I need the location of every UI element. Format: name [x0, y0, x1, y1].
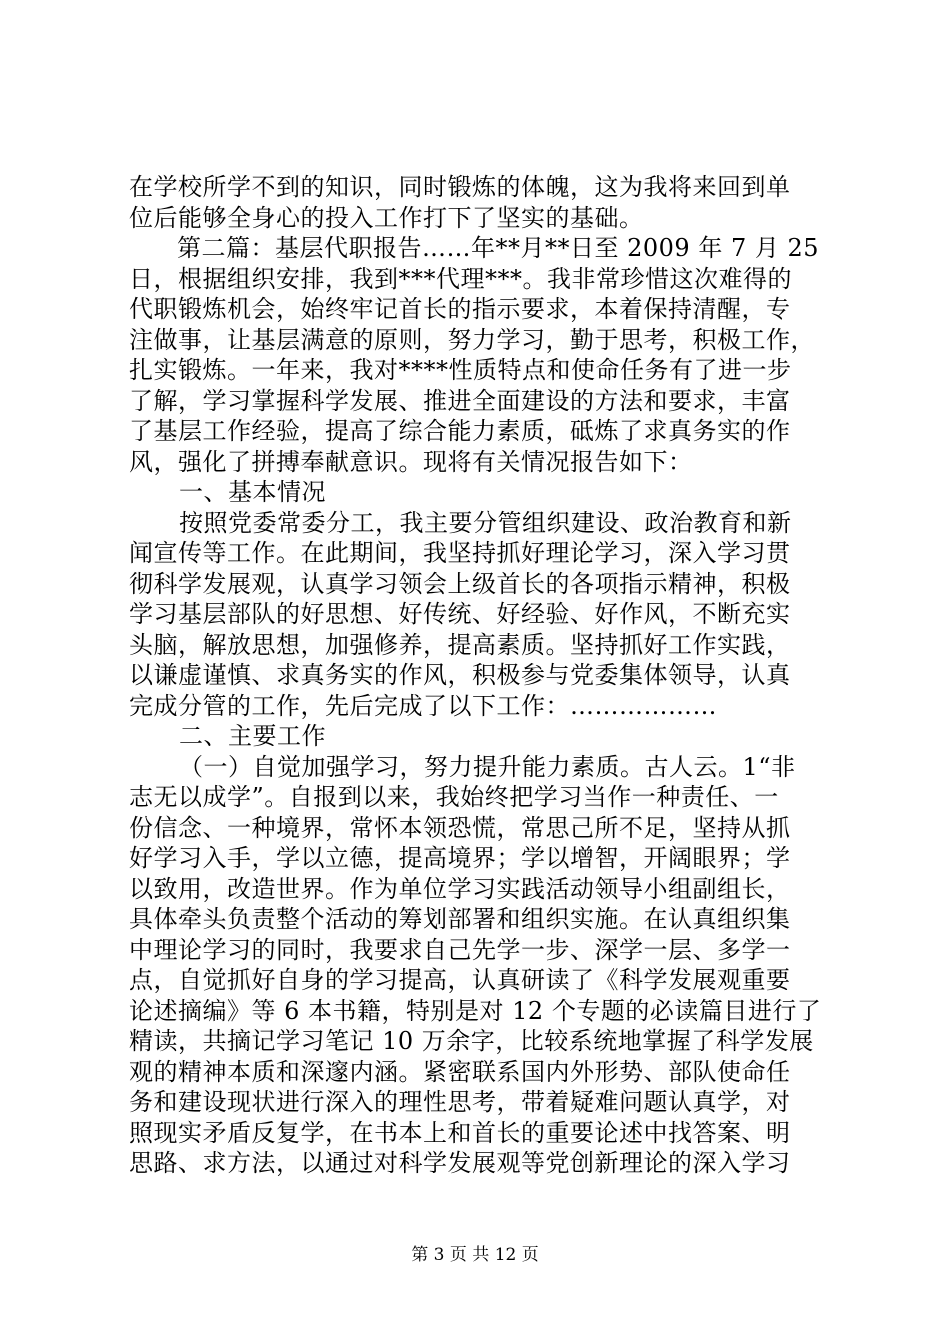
- text-line: 以谦虚谨慎、求真务实的作风，积极参与党委集体领导，认真: [129, 661, 791, 689]
- text-line: 注做事，让基层满意的原则，努力学习，勤于思考，积极工作，: [129, 325, 815, 354]
- text-line: 在学校所学不到的知识，同时锻炼的体魄，这为我将来回到单: [129, 173, 791, 201]
- page-number-footer: 第 3 页 共 12 页: [411, 1245, 539, 1265]
- text-line: 按照党委常委分工，我主要分管组织建设、政治教育和新: [179, 508, 792, 537]
- document-body: [129, 172, 834, 1179]
- text-line: 点，自觉抓好自身的学习提高，认真研读了《科学发展观重要: [129, 966, 791, 994]
- text-line: 位后能够全身心的投入工作打下了坚实的基础。: [129, 203, 644, 232]
- section-heading: 一、基本情况: [179, 478, 326, 506]
- section-heading: 二、主要工作: [179, 722, 326, 750]
- text-line: 闻宣传等工作。在此期间，我坚持抓好理论学习，深入学习贯: [129, 539, 791, 567]
- text-line: 具体牵头负责整个活动的筹划部署和组织实施。在认真组织集: [129, 905, 791, 933]
- text-line: 学习基层部队的好思想、好传统、好经验、好作风，不断充实: [129, 600, 791, 628]
- text-line: 务和建设现状进行深入的理性思考，带着疑难问题认真学，对: [129, 1088, 791, 1116]
- text-line: 好学习入手，学以立德，提高境界；学以增智，开阔眼界；学: [129, 844, 791, 872]
- section-heading-line: 第二篇：基层代职报告……年**月**日至 2009 年 7 月 25: [177, 234, 820, 262]
- text-line: 了解，学习掌握科学发展、推进全面建设的方法和要求，丰富: [129, 386, 791, 415]
- text-line: 完成分管的工作，先后完成了以下工作：………………: [129, 691, 717, 720]
- text-line: 日，根据组织安排，我到***代理***。我非常珍惜这次难得的: [129, 264, 792, 293]
- text-line: 代职锻炼机会，始终牢记首长的指示要求，本着保持清醒，专: [129, 295, 791, 323]
- text-line: 头脑，解放思想，加强修养，提高素质。坚持抓好工作实践，: [129, 630, 791, 659]
- text-line: 观的精神本质和深邃内涵。紧密联系国内外形势、部队使命任: [129, 1057, 791, 1086]
- text-line: 以致用，改造世界。作为单位学习实践活动领导小组副组长，: [129, 874, 791, 903]
- text-line: 志无以成学”。自报到以来，我始终把学习当作一种责任、一: [129, 783, 779, 811]
- text-line: 中理论学习的同时，我要求自己先学一步、深学一层、多学一: [129, 935, 791, 964]
- text-line: 风，强化了拼搏奉献意识。现将有关情况报告如下：: [129, 447, 693, 476]
- text-line: 精读，共摘记学习笔记 10 万余字，比较系统地掌握了科学发展: [129, 1027, 814, 1055]
- text-line: 论述摘编》等 6 本书籍，特别是对 12 个专题的必读篇目进行了: [129, 996, 822, 1025]
- text-line: （一）自觉加强学习，努力提升能力素质。古人云。1“非: [179, 752, 796, 781]
- text-line: 彻科学发展观，认真学习领会上级首长的各项指示精神，积极: [129, 569, 791, 598]
- text-line: 思路、求方法，以通过对科学发展观等党创新理论的深入学习: [129, 1149, 791, 1177]
- text-line: 了基层工作经验，提高了综合能力素质，砥炼了求真务实的作: [129, 417, 791, 445]
- text-line: 照现实矛盾反复学，在书本上和首长的重要论述中找答案、明: [129, 1118, 791, 1147]
- text-line: 份信念、一种境界，常怀本领恐慌，常思己所不足，坚持从抓: [129, 813, 791, 842]
- text-line: 扎实锻炼。一年来，我对****性质特点和使命任务有了进一步: [129, 356, 792, 384]
